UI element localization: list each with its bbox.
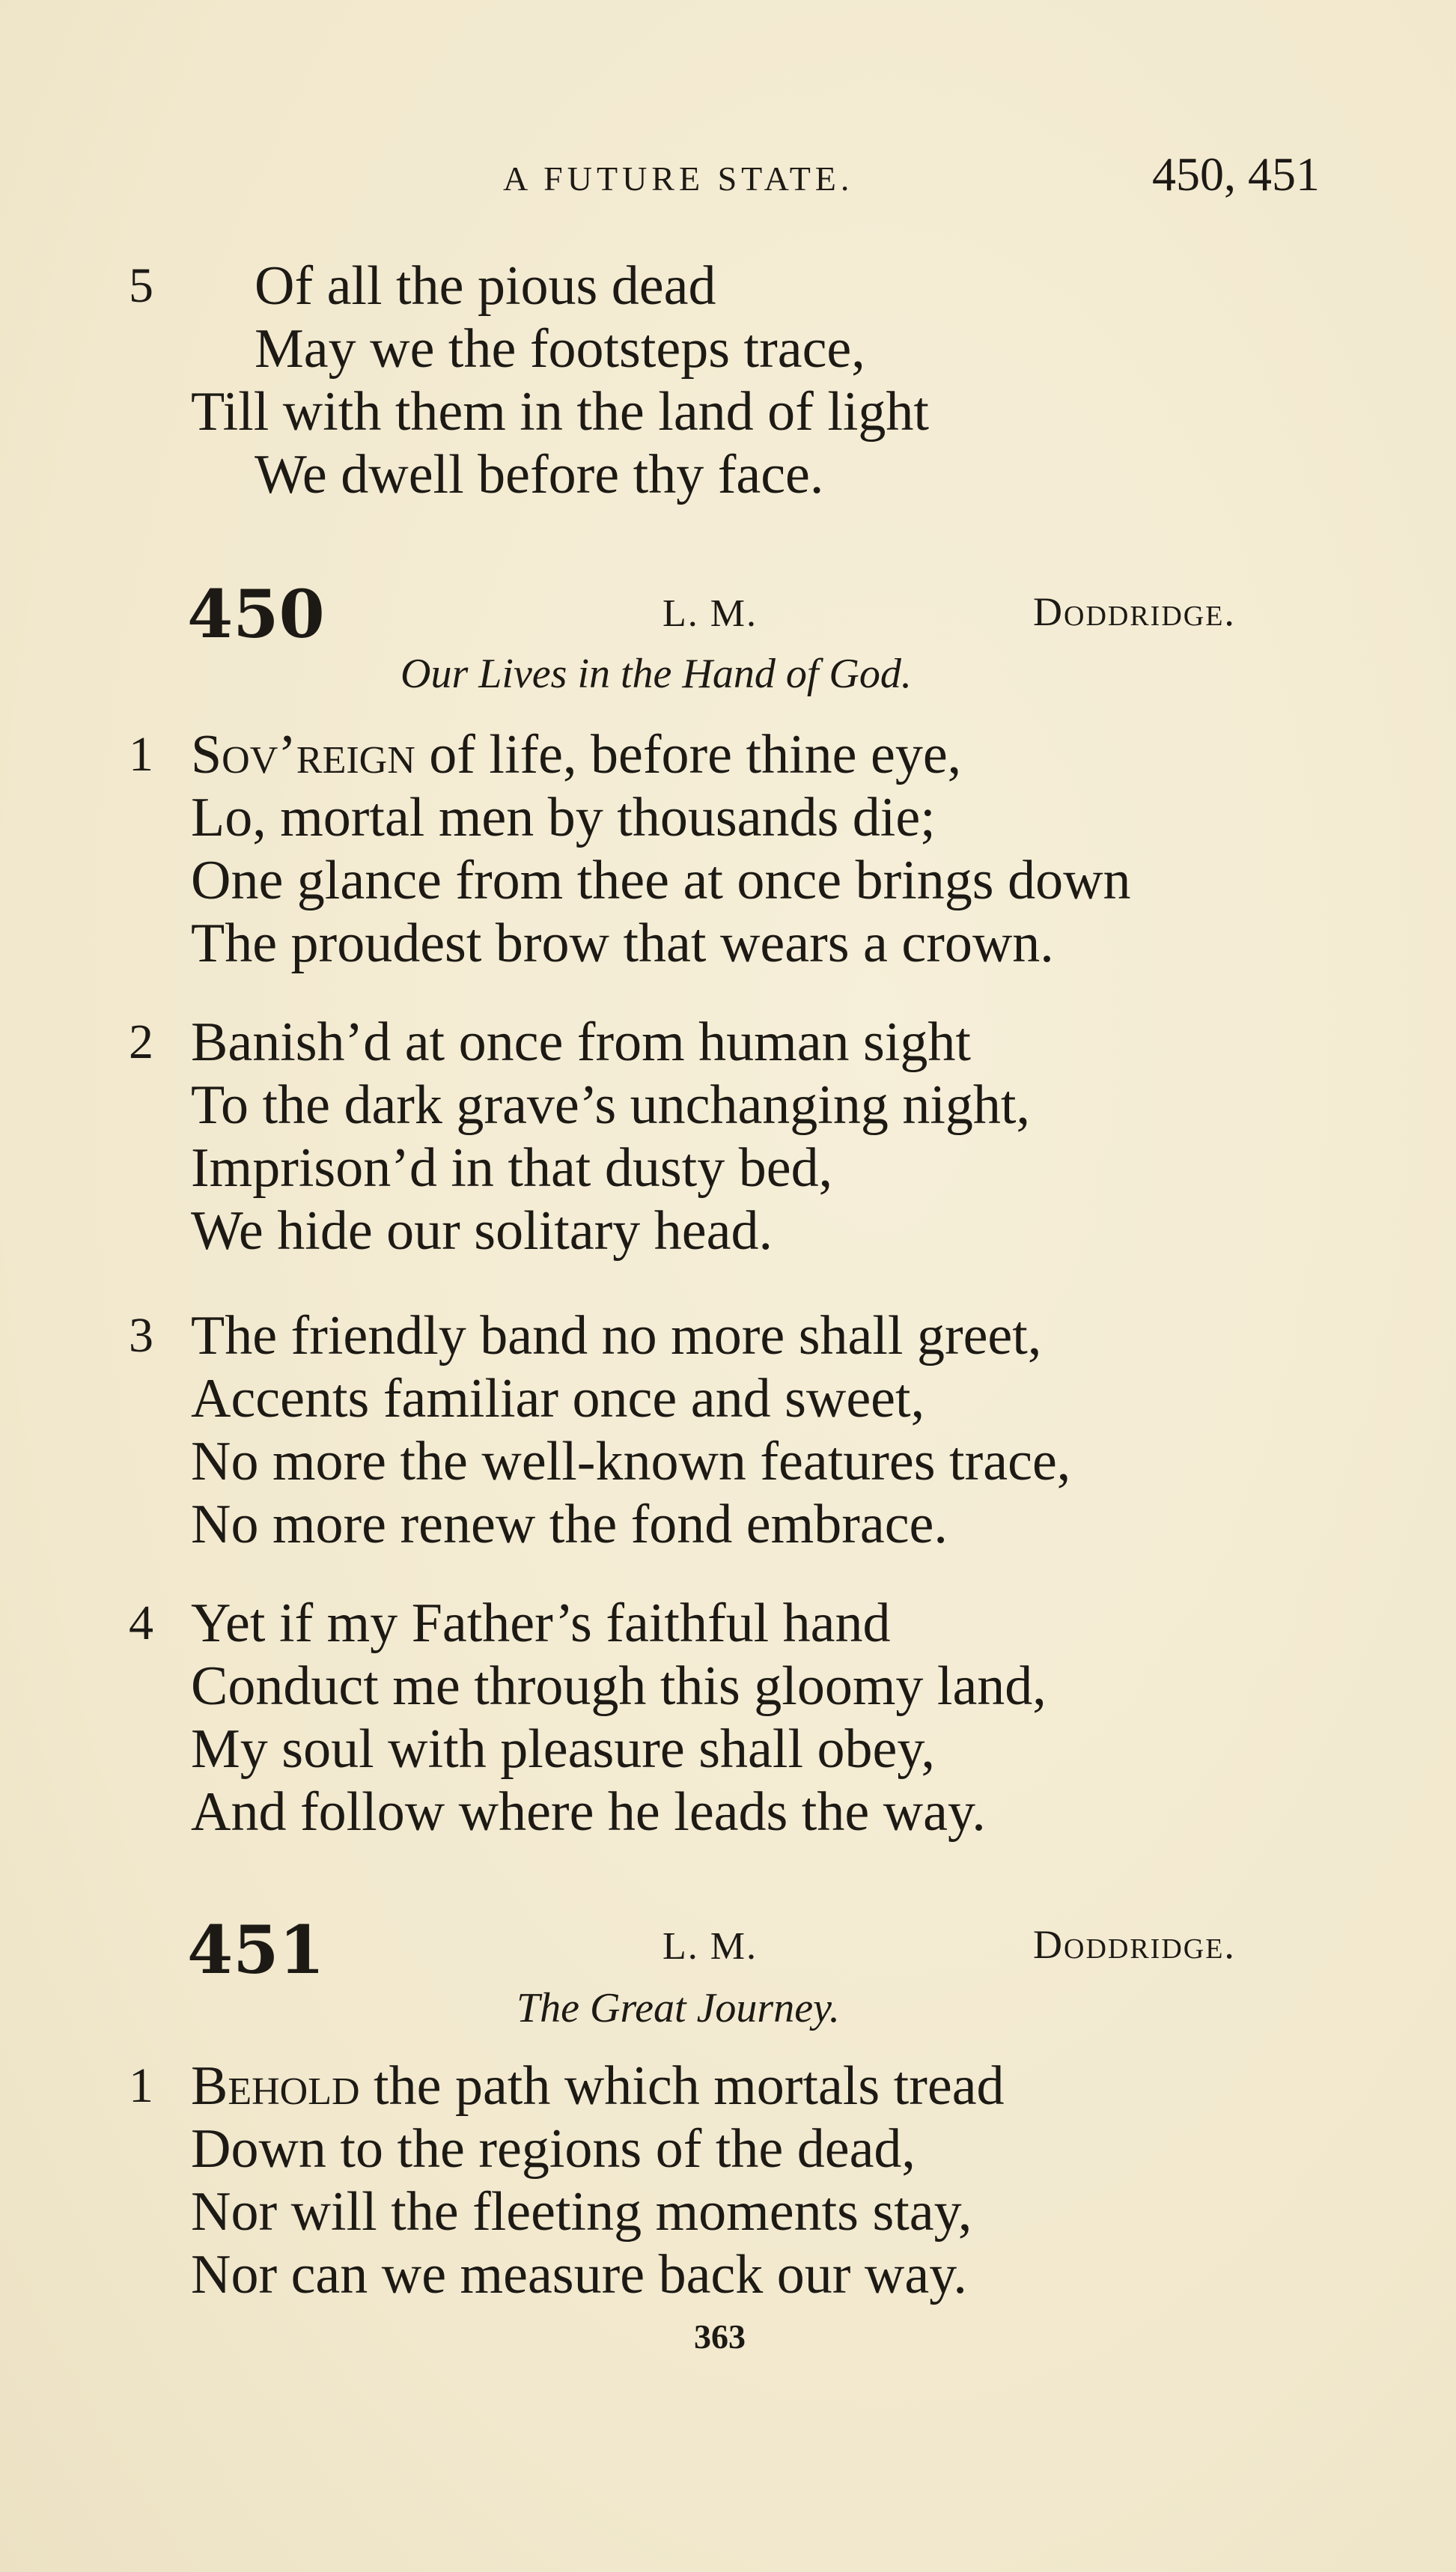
verse-line: No more renew the fond embrace.: [191, 1494, 948, 1555]
verse-line: My soul with pleasure shall obey,: [191, 1718, 936, 1780]
verse-line: Down to the regions of the dead,: [191, 2118, 916, 2180]
hymn-author: Doddridge.: [1033, 589, 1236, 634]
verse-line: The proudest brow that wears a crown.: [191, 913, 1054, 974]
verse-line: We hide our solitary head.: [191, 1200, 773, 1262]
verse-line: We dwell before thy face.: [255, 444, 824, 505]
first-word: Sov’reign: [191, 724, 415, 785]
verse-line: No more the well-known features trace,: [191, 1431, 1071, 1492]
verse-line-rest: the path which mortals tread: [374, 2055, 1005, 2117]
verse-line: Yet if my Father’s faithful hand: [191, 1593, 891, 1654]
first-word: Behold: [191, 2055, 360, 2117]
verse-line: Nor can we measure back our way.: [191, 2244, 967, 2305]
verse-line: Banish’d at once from human sight: [191, 1012, 971, 1073]
verse-number: 1: [129, 2058, 153, 2113]
page-number: 363: [694, 2317, 746, 2356]
hymn-author: Doddridge.: [1033, 1922, 1236, 1967]
verse-number: 4: [129, 1596, 153, 1650]
verse-line: [191, 723, 961, 786]
verse-number: 1: [129, 727, 153, 782]
hymn-meter: L. M.: [662, 592, 758, 635]
verse-number: 2: [129, 1015, 153, 1069]
verse-line: Till with them in the land of light: [191, 381, 929, 443]
running-title: A FUTURE STATE.: [503, 159, 854, 198]
verse-line: The friendly band no more shall greet,: [191, 1305, 1042, 1366]
verse-line-rest: of life, before thine eye,: [429, 724, 962, 785]
verse-line: Conduct me through this gloomy land,: [191, 1656, 1047, 1717]
verse-line: [191, 2055, 1005, 2118]
verse-number: 5: [129, 258, 153, 313]
verse-line: Imprison’d in that dusty bed,: [191, 1137, 833, 1199]
hymn-range: 450, 451: [1152, 148, 1320, 201]
verse-line: May we the footsteps trace,: [255, 318, 865, 380]
verse-line: Lo, mortal men by thousands die;: [191, 787, 936, 848]
verse-number: 3: [129, 1308, 153, 1363]
hymn-meter: L. M.: [662, 1925, 758, 1968]
verse-line: Of all the pious dead: [255, 255, 716, 317]
verse-line: Accents familiar once and sweet,: [191, 1368, 925, 1429]
verse-line: Nor will the fleeting moments stay,: [191, 2181, 972, 2243]
hymn-title: The Great Journey.: [517, 1985, 840, 2031]
verse-line: And follow where he leads the way.: [191, 1781, 986, 1843]
verse-line: To the dark grave’s unchanging night,: [191, 1074, 1030, 1136]
hymn-number: 451: [187, 1911, 325, 1989]
hymn-number: 450: [187, 575, 325, 653]
verse-line: One glance from thee at once brings down: [191, 850, 1131, 911]
hymn-title: Our Lives in the Hand of God.: [400, 651, 912, 697]
